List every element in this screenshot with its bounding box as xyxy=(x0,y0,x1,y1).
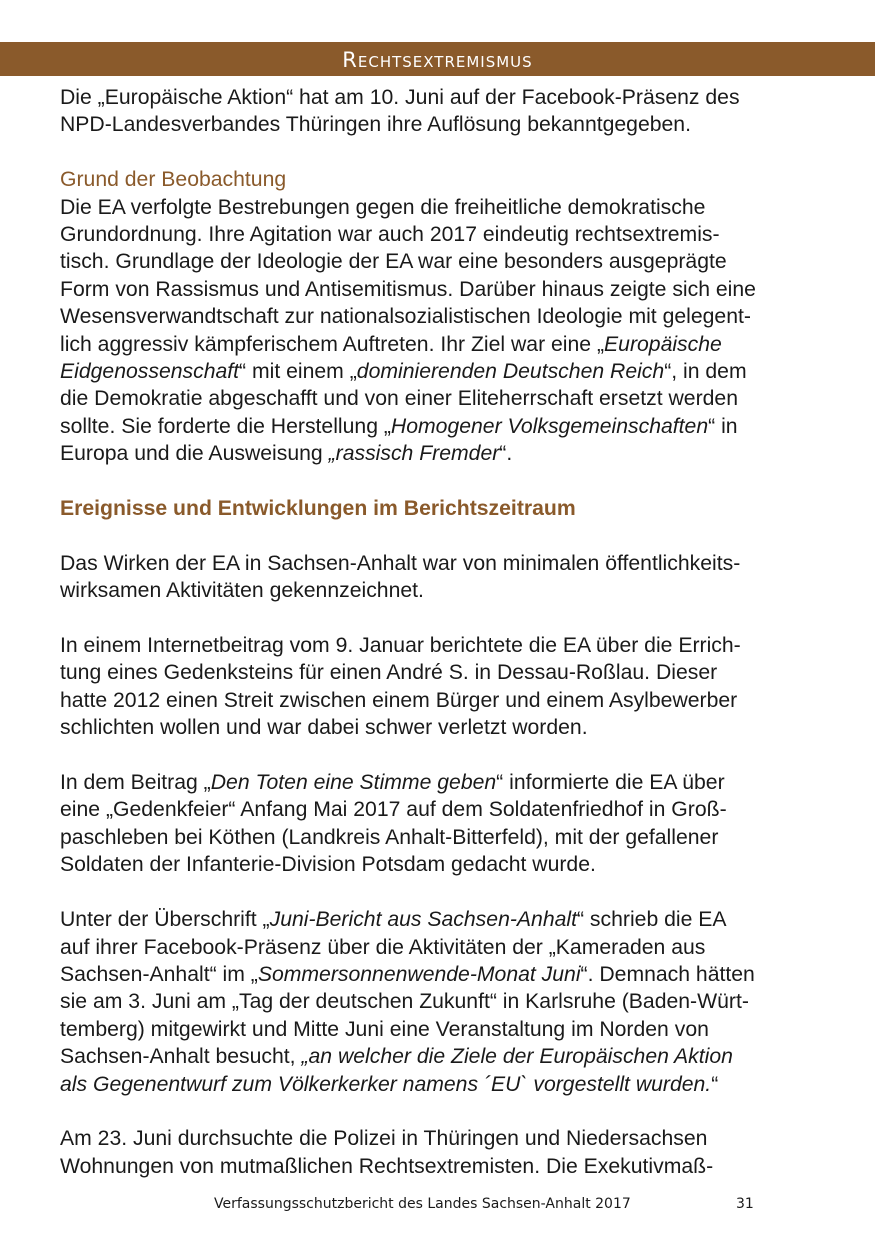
text-line: In dem Beitrag „Den Toten eine Stimme geben“ informierte die EA über xyxy=(60,771,725,795)
text-line: paschleben bei Köthen (Landkreis Anhalt-Bitterfeld), mit der gefallener xyxy=(60,825,719,849)
text-line: Das Wirken der EA in Sachsen-Anhalt war von minimalen öffentlichkeits- xyxy=(60,551,741,575)
text-line: Form von Rassismus und Antisemitismus. Darüber hinaus zeigte sich eine xyxy=(60,277,756,301)
text-line: Die EA verfolgte Bestrebungen gegen die freiheitliche demokratische xyxy=(60,195,706,219)
text-line: tung eines Gedenksteins für einen André S. in Dessau-Roßlau. Dieser xyxy=(60,661,718,685)
text-line: wirksamen Aktivitäten gekennzeichnet. xyxy=(60,579,424,603)
text-line: lich aggressiv kämpferischem Auftreten. Ihr Ziel war eine „Europäische xyxy=(60,332,722,356)
text-line: Sachsen-Anhalt“ im „Sommersonnenwende-Monat Juni“. Demnach hätten xyxy=(60,962,755,986)
text-line: tisch. Grundlage der Ideologie der EA war eine besonders ausgeprägte xyxy=(60,250,727,274)
section-header xyxy=(0,42,875,76)
footer-title: Verfassungsschutzbericht des Landes Sachsen-Anhalt 2017 xyxy=(214,1196,631,1212)
text-line: sollte. Sie forderte die Herstellung „Homogener Volksgemeinschaften“ in xyxy=(60,414,738,438)
text-line: temberg) mitgewirkt und Mitte Juni eine Veranstaltung im Norden von xyxy=(60,1017,709,1041)
text-line: Grundordnung. Ihre Agitation war auch 2017 eindeutig rechtsextremis- xyxy=(60,223,720,247)
text-line: hatte 2012 einen Streit zwischen einem Bürger und einem Asylbewerber xyxy=(60,688,738,712)
text-line: Wohnungen von mutmaßlichen Rechtsextremisten. Die Exekutivmaß- xyxy=(60,1154,714,1178)
text-line: Unter der Überschrift „Juni-Bericht aus Sachsen-Anhalt“ schrieb die EA xyxy=(60,908,727,932)
text-line: Sachsen-Anhalt besucht, „an welcher die Ziele der Europäischen Aktion xyxy=(60,1045,733,1069)
text-line: In einem Internetbeitrag vom 9. Januar berichtete die EA über die Errich- xyxy=(60,634,741,658)
page-number: 31 xyxy=(736,1196,754,1212)
text-line: Soldaten der Infanterie-Division Potsdam gedacht wurde. xyxy=(60,853,596,877)
subheading-grund: Grund der Beobachtung xyxy=(60,168,287,192)
text-line: eine „Gedenkfeier“ Anfang Mai 2017 auf dem Soldatenfriedhof in Groß- xyxy=(60,798,727,822)
text-line: Wesensverwandtschaft zur nationalsozialistischen Ideologie mit gelegent- xyxy=(60,305,751,329)
text-line: Am 23. Juni durchsuchte die Polizei in Thüringen und Niedersachsen xyxy=(60,1127,708,1151)
text-line: Eidgenossenschaft“ mit einem „dominierenden Deutschen Reich“, in dem xyxy=(60,360,747,384)
text-line: Europa und die Ausweisung „rassisch Fremder“. xyxy=(60,442,513,466)
intro-line: Die „Europäische Aktion“ hat am 10. Juni auf der Facebook-Präsenz des xyxy=(60,86,740,109)
page-body xyxy=(60,84,820,1180)
text-line: sie am 3. Juni am „Tag der deutschen Zukunft“ in Karlsruhe (Baden-Würt- xyxy=(60,990,749,1014)
text-line: die Demokratie abgeschafft und von einer Eliteherrschaft ersetzt werden xyxy=(60,387,738,411)
text-line: schlichten wollen und war dabei schwer verletzt worden. xyxy=(60,716,588,740)
intro-line: NPD-Landesverbandes Thüringen ihre Auflösung bekanntgegeben. xyxy=(60,113,691,137)
page-footer xyxy=(0,1196,875,1216)
text-line: als Gegenentwurf zum Völkerkerker namens ´EU` vorgestellt wurden.“ xyxy=(60,1072,719,1096)
section-title: Rechtsextremismus xyxy=(342,48,533,72)
text-line: auf ihrer Facebook-Präsenz über die Aktivitäten der „Kameraden aus xyxy=(60,935,706,959)
section-heading-events: Ereignisse und Entwicklungen im Berichtszeitraum xyxy=(60,497,576,521)
